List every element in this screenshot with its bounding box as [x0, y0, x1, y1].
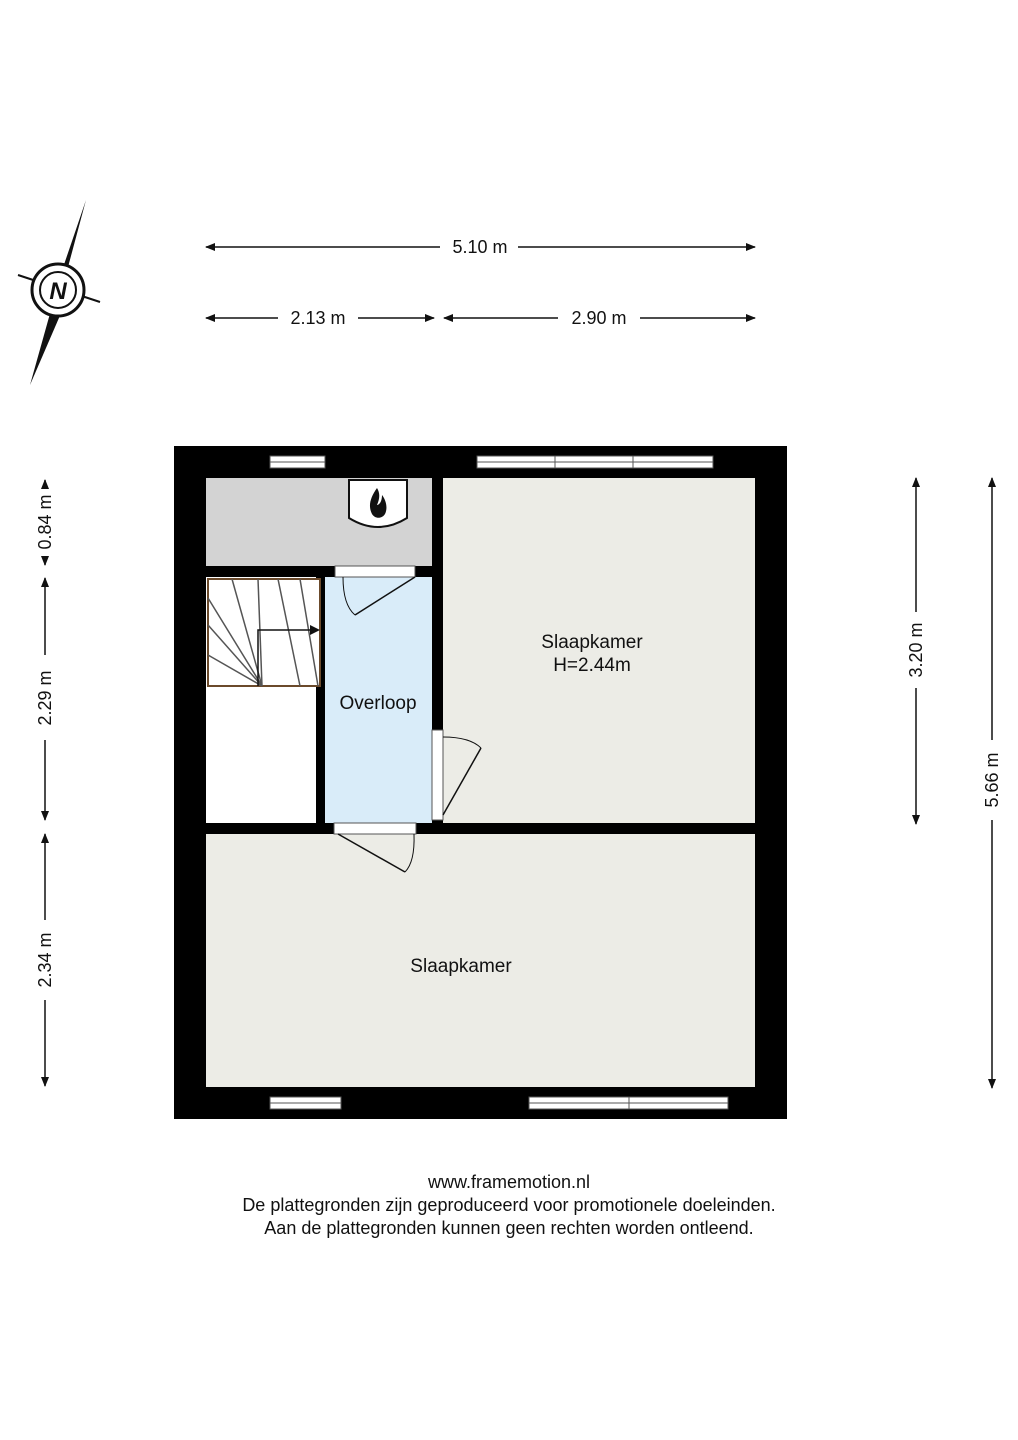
dimension-top-left — [206, 308, 434, 328]
window — [270, 456, 325, 468]
dimension-top-right-label: 2.90 m — [571, 308, 627, 328]
dimension-left-bottom-label: 2.34 m — [35, 932, 55, 988]
dimension-left-middle-label: 2.29 m — [35, 670, 55, 726]
footer-website: www.framemotion.nl — [427, 1172, 591, 1192]
window — [529, 1097, 728, 1109]
door-opening — [432, 730, 443, 820]
door-opening — [335, 566, 415, 577]
dimension-left-top-label: 0.84 m — [35, 494, 55, 550]
compass-north-icon — [18, 200, 100, 385]
dimension-left-bottom — [35, 834, 55, 1086]
dimension-right-inner — [906, 478, 926, 824]
dimension-left-middle — [35, 578, 55, 820]
dimension-right-total-label: 5.66 m — [982, 752, 1002, 808]
footer-disclaimer-line1: De plattegronden zijn geproduceerd voor promotionele doeleinden. — [242, 1195, 776, 1215]
dimension-right-inner-label: 3.20 m — [906, 622, 926, 678]
staircase — [208, 579, 320, 686]
door-opening — [334, 823, 416, 834]
dimension-top-total-label: 5.10 m — [452, 237, 508, 257]
bedroom-bottom-name: Slaapkamer — [410, 956, 512, 977]
dimension-top-total — [206, 237, 755, 257]
heater-icon — [349, 480, 407, 527]
compass-label: N — [49, 278, 67, 305]
window — [477, 456, 713, 468]
landing-name: Overloop — [339, 693, 417, 714]
dimension-left-top — [35, 480, 55, 565]
bedroom-top-name: Slaapkamer — [541, 632, 643, 653]
bedroom-top-height: H=2.44m — [553, 655, 631, 676]
footer-disclaimer-line2: Aan de plattegronden kunnen geen rechten worden ontleend. — [264, 1218, 754, 1238]
dimension-right-total — [982, 478, 1002, 1088]
dimension-top-right — [444, 308, 755, 328]
dimension-top-left-label: 2.13 m — [290, 308, 346, 328]
window — [270, 1097, 341, 1109]
